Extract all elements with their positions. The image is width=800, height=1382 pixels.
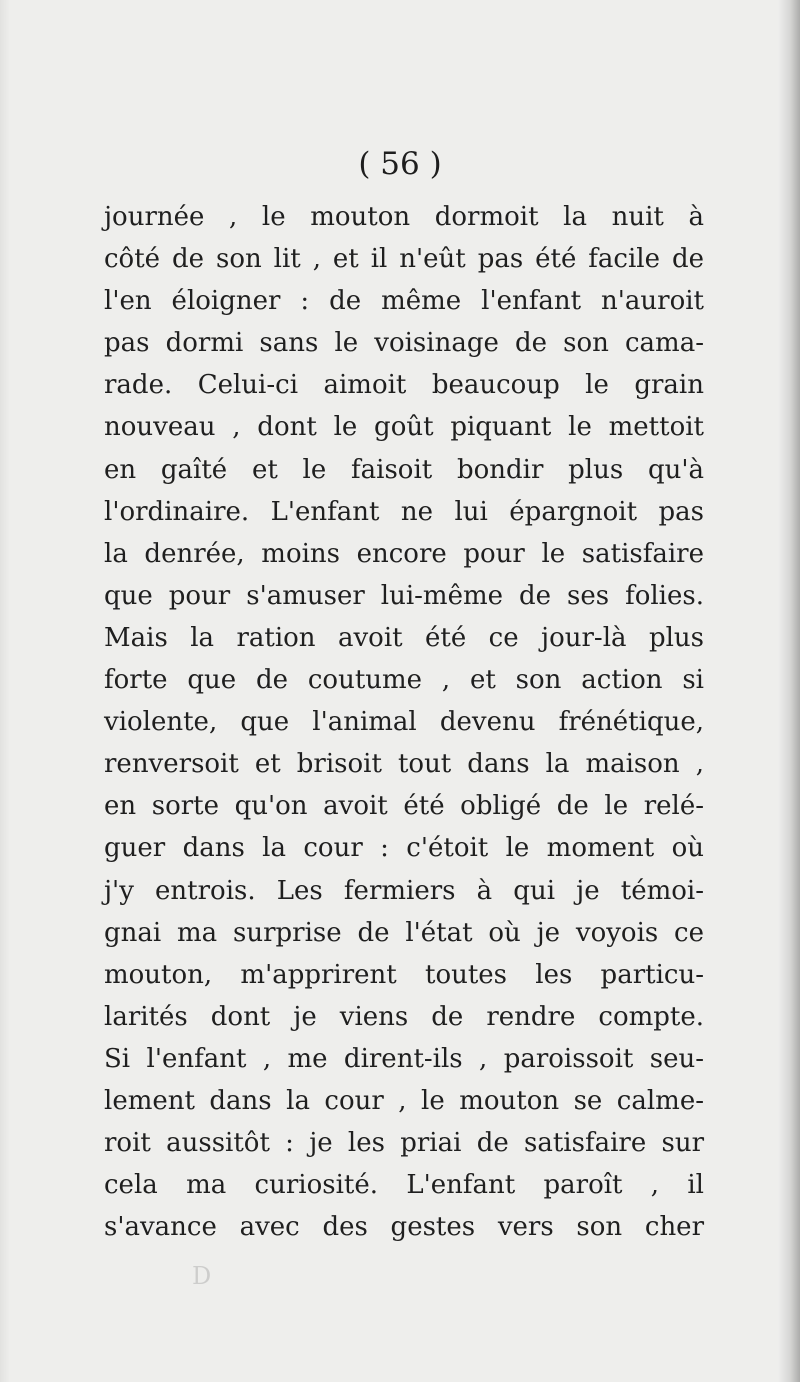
text-line: nouveau , dont le goût piquant le mettoit (104, 412, 704, 443)
text-line: Mais la ration avoit été ce jour-là plus (104, 622, 704, 653)
page-right-edge-shadow (778, 0, 800, 1382)
text-line: s'avance avec des gestes vers son cher (104, 1212, 704, 1243)
text-line: lement dans la cour , le mouton se calme- (104, 1085, 704, 1116)
text-line: mouton, m'apprirent toutes les particu- (104, 959, 704, 990)
text-line: renversoit et brisoit tout dans la maison , (104, 749, 704, 780)
text-line: rade. Celui-ci aimoit beaucoup le grain (104, 370, 704, 401)
page-left-shadow (0, 0, 10, 1382)
body-text (104, 196, 704, 1248)
text-line: la denrée, moins encore pour le satisfaire (104, 538, 704, 569)
text-line: j'y entrois. Les fermiers à qui je témoi- (104, 875, 704, 906)
text-line: larités dont je viens de rendre compte. (104, 1001, 704, 1032)
text-line: guer dans la cour : c'étoit le moment où (104, 833, 704, 864)
text-line: que pour s'amuser lui-même de ses folies. (104, 580, 704, 611)
text-line: pas dormi sans le voisinage de son cama- (104, 328, 704, 359)
text-line: en sorte qu'on avoit été obligé de le relé- (104, 791, 704, 822)
text-line: cela ma curiosité. L'enfant paroît , il (104, 1170, 704, 1201)
text-line: gnai ma surprise de l'état où je voyois ce (104, 917, 704, 948)
text-line: Si l'enfant , me dirent-ils , paroissoit seu- (104, 1043, 704, 1074)
text-line: l'en éloigner : de même l'enfant n'auroit (104, 286, 704, 317)
text-line: forte que de coutume , et son action si (104, 665, 704, 696)
text-line: journée , le mouton dormoit la nuit à (104, 202, 704, 232)
page-number: ( 56 ) (358, 146, 442, 182)
text-line: côté de son lit , et il n'eût pas été facile de (104, 244, 704, 275)
text-line: roit aussitôt : je les priai de satisfaire sur (104, 1128, 704, 1159)
text-line: l'ordinaire. L'enfant ne lui épargnoit pas (104, 496, 704, 527)
signature-mark: D (192, 1262, 212, 1290)
text-line: en gaîté et le faisoit bondir plus qu'à (104, 454, 704, 485)
text-line: violente, que l'animal devenu frénétique, (104, 707, 704, 738)
